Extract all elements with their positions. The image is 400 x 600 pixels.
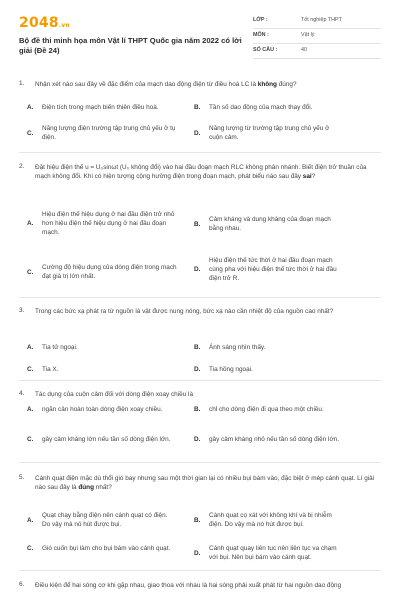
option-letter: B. — [194, 104, 201, 111]
meta-table — [253, 14, 381, 59]
question-divider — [19, 570, 381, 571]
option-text: Cường độ hiệu dụng của dòng điện trong mạch đạt giá trị lớn nhất. — [42, 264, 177, 280]
option-text: Ánh sáng nhìn thấy. — [209, 344, 266, 351]
question-text: Nhận xét nào sau đây về đặc điểm của mạch dao động điện từ điều hoà LC là không đúng? — [35, 81, 297, 88]
question-number: 5. — [19, 474, 25, 481]
option-text: Tần số dao động của mạch thay đổi. — [209, 104, 313, 111]
question-number: 3. — [19, 307, 25, 314]
option-letter: A. — [27, 104, 34, 111]
option-text: gây cảm kháng lớn nếu tần số dòng điện lớn. — [42, 436, 171, 443]
question-divider — [19, 152, 381, 153]
option-text: Cánh quạt quay liên tục nên liên tục va chạm với bụi. Nên bụi bám vào cánh quạt. — [209, 545, 337, 561]
option-letter: C. — [27, 268, 34, 276]
question-text: Đặt hiệu điện thế u = U₀sinωt (U₀ không đổi) vào hai đầu đoạn mạch RLC không phân nhánh. Biết điện trở thuần của mạch không đổi. Khi có hiện tượng cộng hưởng điện trong đoạn mạch, phát biểu nào sau đây sai? — [35, 164, 367, 180]
option-letter: C. — [27, 366, 34, 373]
option-text: Năng lượng từ trường tập trung chủ yếu ở cuộn cảm. — [209, 125, 330, 141]
option-text: Cảm kháng và dung kháng của đoạn mạch bằng nhau. — [209, 216, 331, 232]
option-letter: D. — [194, 129, 201, 137]
question-divider — [19, 462, 381, 463]
option-text: Tia tử ngoại. — [42, 344, 78, 351]
question-number: 4. — [19, 390, 25, 397]
option-letter: D. — [194, 266, 201, 273]
option-text: Năng lượng điện trường tập trung chủ yếu ở tụ điện. — [42, 125, 176, 141]
option-text: Hiệu điện thế hiệu dụng ở hai đầu điện trở nhỏ hơn hiệu điện thế hiệu dụng ở hai đầu đoạn mạch. — [42, 211, 175, 236]
question-number: 6. — [19, 581, 25, 588]
option-text: Điện tích trong mạch biến thiên điều hoà. — [42, 104, 159, 111]
option-letter: A. — [27, 220, 34, 227]
option-text: Tia X. — [42, 366, 59, 373]
question-number: 1. — [19, 80, 25, 87]
question-text: Trong các bức xạ phát ra từ nguồn là vật được nung nóng, bức xạ nào cần nhiệt độ của nguồn cao nhất? — [35, 308, 334, 315]
meta-row-subject: MÔN : Vật lý — [253, 29, 381, 44]
option-text: Gió cuốn bụi làm cho bụi bám vào cánh quạt. — [42, 545, 171, 552]
option-letter: C. — [27, 436, 34, 443]
question-text: Cánh quạt điện mặc dù thổi gió bay nhưng sau một thời gian lại có nhiều bụi bám vào, đặc biệt ở mép cánh quạt. Lí giải nào sau đây là đúng nhất? — [35, 475, 375, 491]
document-title: Bộ đề thi minh họa môn Vật lí THPT Quốc gia năm 2022 có lời giải (Đề 24) — [19, 36, 242, 55]
question-divider — [19, 380, 381, 381]
option-letter: A. — [27, 344, 34, 351]
option-letter: A. — [27, 516, 34, 524]
option-letter: B. — [194, 220, 201, 228]
option-letter: B. — [194, 344, 201, 351]
question-divider — [19, 297, 381, 298]
option-letter: A. — [27, 406, 34, 413]
option-letter: B. — [194, 516, 201, 524]
question-text: Điều kiện để hai sóng cơ khi gặp nhau, giao thoa với nhau là hai sóng phải xuất phát từ hai nguồn dao động — [35, 582, 342, 589]
option-letter: B. — [194, 406, 201, 413]
option-text: chỉ cho dòng điện đi qua theo một chiều. — [209, 406, 324, 413]
site-logo[interactable]: 2048.vn — [19, 15, 70, 31]
option-text: Hiệu điện thế tức thời ở hai đầu đoạn mạch cùng pha với hiệu điện thế tức thời ở hai đầu điện trở R. — [209, 257, 337, 282]
option-letter: C. — [27, 129, 34, 137]
question-text: Tác dụng của cuộn cảm đối với dòng điện xoay chiều là — [35, 391, 194, 398]
option-letter: D. — [194, 366, 201, 373]
meta-row-count: SỐ CÂU : 40 — [253, 44, 381, 59]
option-text: Quạt chạy bằng điện nên cánh quạt có điện. Do vậy mà nó hút được bụi. — [42, 512, 168, 528]
option-letter: C. — [27, 545, 34, 552]
question-number: 2. — [19, 163, 25, 170]
meta-row-class: LỚP : Tốt nghiệp THPT — [253, 14, 381, 29]
option-letter: D. — [194, 436, 201, 443]
option-text: Tia hồng ngoại. — [209, 366, 253, 373]
option-text: Cánh quạt cọ xát với không khí và bị nhiễm điện. Do vậy mà nó hút được bụi. — [209, 512, 332, 528]
option-letter: D. — [194, 549, 201, 557]
option-text: gây cảm kháng nhỏ nếu tần số dòng điện lớn. — [209, 436, 339, 443]
option-text: ngăn cản hoàn toàn dòng điện xoay chiều. — [42, 406, 163, 413]
